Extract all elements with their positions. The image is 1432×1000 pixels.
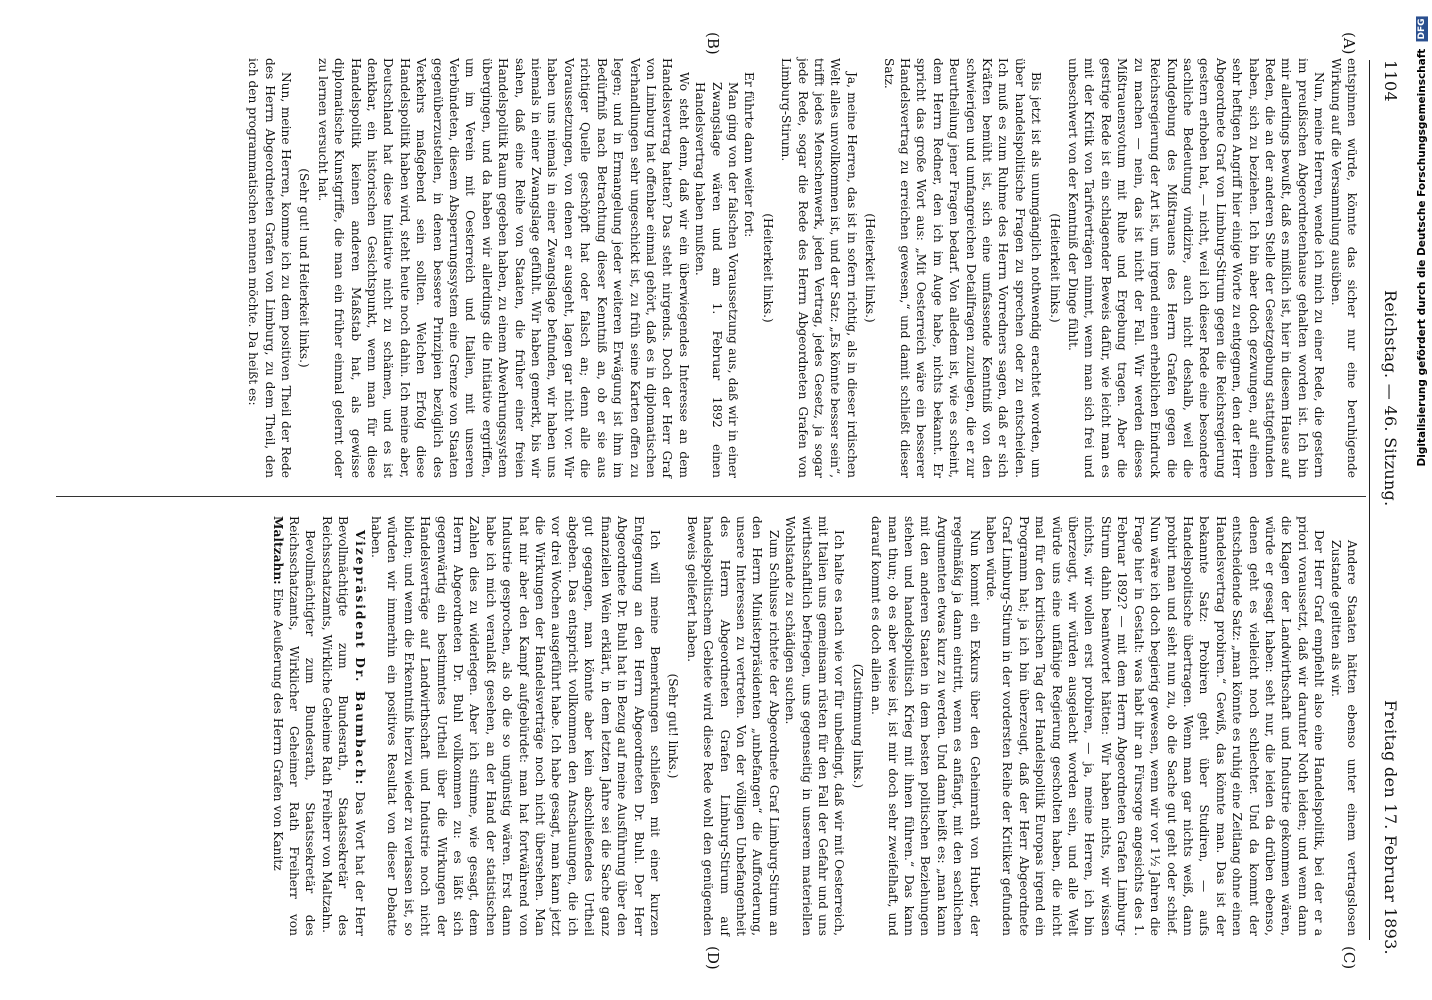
digitization-text: Digitalisierung gefördert durch die Deutsche Forschungsgemeinschaft — [1416, 48, 1428, 467]
reaction-note: (Heiterkeit links.) — [863, 213, 878, 323]
header-session: Reichstag. — 46. Sitzung. — [1381, 290, 1400, 507]
paragraph — [269, 516, 318, 936]
paragraph — [318, 516, 367, 936]
margin-mark-b: (B) — [704, 32, 722, 55]
paragraph-text: Eine Aeußerung des Herrn Grafen von Kanitz — [270, 588, 285, 871]
margin-mark-c: (C) — [1340, 946, 1358, 970]
paragraph: Ja, meine Herren, das ist in sofern richtig, als in dieser irdischen Welt alles unvollkommen ist, und der Satz: „Es könnte besser sein“, trifft jedes Menschenwerk, jeden Vertrag, jedes Gesetz, ja sogar jede Rede, sogar die Rede des Herrn Abgeordneten Grafen von Limburg-Stirum. — [779, 58, 859, 478]
reaction-note: (Zustimmung links.) — [850, 663, 865, 789]
header-date: Freitag den 17. Februar 1893. — [1381, 700, 1400, 955]
page-number: 1104 — [1381, 60, 1400, 102]
paragraph-text: Das Wort hat der Herr Bevollmächtigte zum Bundesrath, Staatssekretär des Reichsschatzamts, Wirkliche Geheime Rath Freiherr von Maltzahn. — [319, 516, 367, 936]
header-rule — [1369, 60, 1370, 940]
paragraph: Bis jetzt ist als unumgänglich nothwendig erachtet worden, um über handelspolitische Fragen zu sprechen oder zu entscheiden. Ich muß es zum Ruhme des Herrn Vorredners sagen, daß er sich Kräften bemüht ist, sich eine umfassende Kenntniß von den schwierigen und umfangreichen Detailfragen zuzulegen, die er zur Beurtheilung jener Fragen bedarf. Von alledem ist, wie es scheint, dem Herrn Redner, den ich im Auge habe, nichts bekannt. Er spricht das große Wort aus: „Mit Oesterreich wäre ein besserer Handelsvertrag zu erreichen gewesen,“ und damit schließt dieser Satz. — [881, 58, 1044, 478]
reaction-note: (Sehr gut! links.) — [666, 673, 681, 779]
margin-mark-d: (D) — [704, 946, 722, 970]
right-column — [269, 516, 1360, 936]
paragraph-text: Bevollmächtigter zum Bundesrath, Staatssekretär des Reichsschatzamts, Wirklicher Geheimer Rath Freiherr von — [287, 516, 318, 936]
quotation: Man ging von der falschen Voraussetzung aus, daß wir in einer Zwangslage wären und am 1. Februar 1892 einen Handelsvertrag haben mußten. — [693, 82, 740, 478]
speaker-name: Maltzahn: — [270, 516, 285, 585]
digitization-credit — [1416, 16, 1428, 466]
paragraph: Er führte dann weiter fort: — [742, 72, 757, 238]
paragraph: Nun, meine Herren, komme ich zu dem positiven Theil der Rede des Herrn Abgeordneten Grafen von Limburg, zu dem Theil, den ich den programmatischen nennen möchte. Da heißt es: — [246, 58, 293, 478]
reaction-note: (Sehr gut! und Heiterkeit links.) — [297, 168, 312, 368]
paragraph: Ich will meine Bemerkungen schließen mit einer kurzen Entgegnung an den Herrn Abgeordneten Dr. Buhl. Der Herr Abgeordnete Dr. Buhl hat in Bezug auf meine Ausführung über den finanziellen Wein erklärt, in dem letzten Jahre sei die Sache ganz gut gegangen, man könnte aber kein abschließendes Urtheil abgeben. Das entspricht vollkommen den Anschauungen, die ich vor drei Wochen ausgeführt habe. Ich habe gesagt, man kann jetzt die Wirkungen der Handelsverträge noch nicht übersehen. Man hat mir aber den Kampf aufgebürdet: man hat fortwährend von Industrie gesprochen, als ob die so ungünstig wären. Erst dann habe ich mich veranlaßt gesehen, an der Hand der statistischen Zahlen dies zu widerlegen. Aber ich stimme, wie gesagt, dem Herrn Abgeordneten Dr. Buhl vollkommen zu: es läßt sich gegenwärtig ein bestimmtes Urtheil über die Wirkungen der Handelsverträge auf Landwirthschaft und Industrie noch nicht bilden; und wenn die Erkenntniß hierzu wieder zu verlassen ist, so würden wir immerhin ein positives Resultat von dieser Debatte haben. — [369, 516, 662, 936]
dfg-logo-badge: DFG — [1417, 18, 1427, 40]
column-divider — [56, 496, 1366, 497]
paragraph: Ich halte es nach wie vor für unbedingt, daß wir mit Oesterreich, mit Italien uns gemeinsam rüsten für den Fall der Gefahr und uns wirthschaftlich befriegen, uns gegenseitig in unserem materiellen Wohlstande zu schädigen suchen. — [783, 516, 847, 936]
page-header — [1370, 60, 1404, 955]
paragraph: entspinnen würde, könnte das sicher nur eine beruhigende Wirkung auf die Versammlung ausüben. — [1328, 58, 1359, 478]
left-column — [245, 58, 1360, 478]
paragraph: Nun, meine Herren, wende ich mich zu einer Rede, die gestern im preußischen Abgeordnetenhause gehalten worden ist. Ich bin mir allerdings bewußt, daß es mißlich ist, hier in diesem Hause auf Reden, die an der anderen Stelle der Gesetzgebung stattgefunden haben, sich zu beziehen. Ich bin aber doch gezwungen, auf einen sehr heftigen Angriff hier einige Worte zu entgegnen, den der Herr Abgeordnete Graf von Limburg-Stirum gegen die Reichsregierung gestern erhoben hat, — nicht, weil ich dieser Rede eine besondere sachliche Bedeutung vindizire, auch nicht deshalb, weil die Kundgebung des Mißtrauens des Herrn Grafen gegen die Reichsregierung der Art ist, um irgend einen erheblichen Eindruck zu machen — nein, das ist nicht der Fall. Wir werden dieses Mißtrauensvotum mit Ruhe und Ergebung tragen. Aber die gestrige Rede ist ein schlagender Beweis dafür, wie leicht man es mit der Kritik von Tarifverträgen nimmt, wenn man sich frei und unbeschwert von der Kenntniß der Dinge fühlt. — [1066, 58, 1327, 478]
reaction-note: (Heiterkeit links.) — [1047, 213, 1062, 323]
margin-mark-a: (A) — [1340, 32, 1358, 55]
quotation: Andere Staaten hätten ebenso unter einem vertragslosen Zustande gelitten als wir. — [1328, 540, 1359, 936]
reaction-note: (Heiterkeit links.) — [760, 213, 775, 323]
paragraph: Nun kommt ein Exkurs über den Geheimrath von Huber, der regelmäßig ja dann eintritt, wenn es anfängt, mit den sachlichen Argumenten etwas kurz zu werden. Und dann heißt es: „man kann mit den anderen Staaten in dem besten politischen Beziehungen stehen und handelspolitisch Krieg mit ihnen führen.“ Das kann man thun; ob es aber weise ist, ist mir doch sehr zweifelhaft, und darauf kommt es doch allein an. — [869, 516, 982, 936]
paragraph: Wo steht denn, daß wir ein überwiegendes Interesse an dem Handelsvertrag hatten? Das steht nirgends. Doch der Herr Graf von Limburg hat offenbar einmal gehört, daß es in diplomatischen Verhandlungen sehr ungeschickt ist, zu früh seine Karten offen zu legen; und in Ermangelung jeder weiteren Erwägung ist ihm im Bedürfniß nach Betrachtung dieser Kenntniß an, ob er sie aus richtiger Quelle geschöpft hat oder falsch an; denn alle die Voraussetzungen, von denen er ausgeht, lagen gar nicht vor. Wir haben uns niemals in einer Zwangslage befunden, wir haben uns niemals in einer Zwangslage gefühlt. Wir haben gemerkt, bis wir sahen, daß eine Reihe von Staaten, die früher einer freien Handelspolitik Raum gegeben haben, zu einem Abwehrungssystem übergingen, und da haben wir allerdings die Initiative ergriffen, um im Verein mit Oesterreich und Italien, mit unseren Verbündeten, diesem Absperrungssystem eine Grenze von Staaten gegenüberzustellen, in denen bessere Prinzipien bezüglich des Verkehrs maßgebend sein sollten. Welchen Erfolg diese Handelspolitik haben wird, steht heute noch dahin. Ich meine aber, Deutschland hat diese Initiative nicht zu schämen, und es ist denkbar, ein historischen Gesichtspunkt, wenn man für diese Handelspolitik keinen anderen Maßstab hat, als gewisse diplomatische Kunstgriffe, die man ein früher einmal gelernt oder zu lernen versucht hat. — [315, 58, 691, 478]
paragraph: Der Herr Graf empfiehlt also eine Handelspolitik, bei der er a priori voraussetzt, daß wir darunter Noth leiden; und wenn dann die Klagen der Landwirthschaft und Industrie gekommen wären, würde er gesagt haben: seht nur, die leiden da drüben ebenso, denen geht es vielleicht noch schlechter. Und da kommt der entscheidende Satz: „man könnte es ruhig eine Zeitlang ohne einen Handelsvertrag probiren.“ Gewiß, das könnte man. Das ist der bekannte Satz: Probiren geht über Studiren, — aufs Handelspolitische übertragen. Wenn man gar nichts weiß, dann probirt man und sieht nun zu, ob die Sache gut geht oder schief. Nun wäre ich doch begierig gewesen, wenn wir vor 1½ Jahren die Frage hier in Gestalt: was habt ihr an Fürsorge angesichts des 1. Februar 1892? — mit dem Herrn Abgeordneten Grafen Limburg-Stirum dahin beantwortet hätten: Wir haben nichts, wir wissen nichts, wir wollen erst probiren, — ja, meine Herren, ich bin überzeugt, wir würden ausgelacht worden sein, und alle Welt würde uns eine unfähige Regierung gescholten haben, die nicht mal für den kritischen Tag der Handelspolitik Europas irgend ein Programm hat; ja ich bin überzeugt, daß der Herr Abgeordnete Graf Limburg-Stirum in der vordersten Reihe der Kritiker gefunden haben würde. — [984, 516, 1327, 936]
paragraph: Zum Schlusse richtete der Abgeordnete Graf Limburg-Stirum an den Herrn Ministerpräsidenten „unbefangen“ die Aufforderung, unsere Interessen zu vertreten. Von der völligen Unbefangenheit des Herrn Abgeordneten Grafen Limburg-Stirum auf handelspolitischem Gebiete wird diese Rede wohl den genügenden Beweis geliefert haben. — [684, 516, 781, 936]
speaker-label: Vizepräsident Dr. Baumbach: — [352, 530, 367, 787]
